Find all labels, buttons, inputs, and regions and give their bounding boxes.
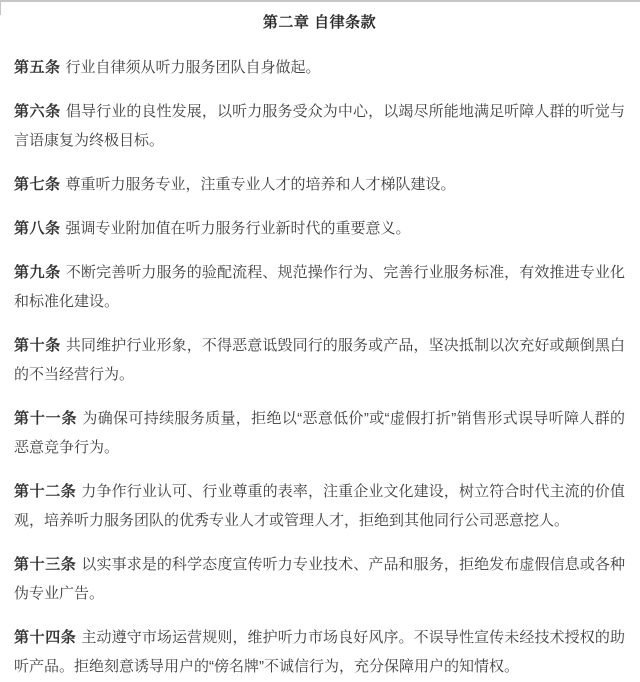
article-paragraph-9: [14, 258, 625, 316]
article-text: 主动遵守市场运营规则，维护听力市场良好风序。不误导性宣传未经技术授权的助听产品。拒绝刻意诱导用户的“傍名牌”不诚信行为，充分保障用户的知情权。: [14, 629, 625, 675]
chapter-title: 第二章 自律条款: [262, 14, 377, 31]
article-text: 行业自律须从听力服务团队自身做起。: [65, 59, 321, 76]
article-paragraph-13: [14, 550, 625, 608]
article-number: 第十条: [14, 337, 61, 354]
article-paragraph-10: [14, 331, 625, 389]
article-paragraph-7: [14, 170, 625, 199]
article-paragraph-6: [14, 97, 625, 155]
article-paragraph-8: [14, 214, 625, 243]
article-text: 强调专业附加值在听力服务行业新时代的重要意义。: [65, 220, 411, 237]
article-number: 第十二条: [14, 483, 77, 500]
article-number: 第八条: [14, 220, 61, 237]
article-number: 第六条: [14, 103, 61, 120]
article-text: 不断完善听力服务的验配流程、规范操作行为、完善行业服务标准，有效推进专业化和标准化建设。: [14, 264, 625, 310]
article-paragraph-14: [14, 623, 625, 681]
article-number: 第五条: [14, 59, 61, 76]
article-paragraph-11: [14, 404, 625, 462]
article-text: 倡导行业的良性发展，以听力服务受众为中心，以竭尽所能地满足听障人群的听觉与言语康复为终极目标。: [14, 103, 625, 149]
article-text: 为确保可持续服务质量，拒绝以“恶意低价”或“虚假打折”销售形式误导听障人群的恶意竞争行为。: [14, 410, 625, 456]
article-number: 第九条: [14, 264, 61, 281]
article-text: 共同维护行业形象，不得恶意诋毁同行的服务或产品，坚决抵制以次充好或颠倒黑白的不当经营行为。: [14, 337, 625, 383]
article-text: 以实事求是的科学态度宣传听力专业技术、产品和服务，拒绝发布虚假信息或各种伪专业广告。: [14, 556, 625, 602]
article-number: 第七条: [14, 176, 61, 193]
top-left-border-fragment: [0, 2, 1, 15]
article-paragraph-5: [14, 53, 625, 82]
article-number: 第十三条: [14, 556, 77, 573]
article-number: 第十四条: [14, 629, 77, 646]
article-text: 力争作行业认可、行业尊重的表率，注重企业文化建设，树立符合时代主流的价值观，培养听力服务团队的优秀专业人才或管理人才，拒绝到其他同行公司恶意挖人。: [14, 483, 625, 529]
article-number: 第十一条: [14, 410, 78, 427]
article-text: 尊重听力服务专业，注重专业人才的培养和人才梯队建设。: [65, 176, 456, 193]
article-paragraph-12: [14, 477, 625, 535]
